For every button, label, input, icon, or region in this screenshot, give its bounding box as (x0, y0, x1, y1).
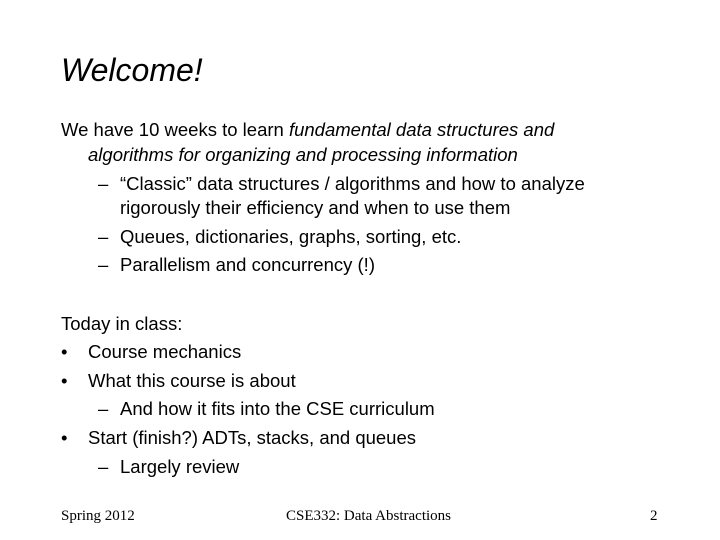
footer-date: Spring 2012 (61, 508, 135, 524)
intro-text: We have 10 weeks to learn (61, 119, 289, 140)
sub-item-queues: Queues, dictionaries, graphs, sorting, etc. (120, 226, 462, 247)
today-item-about: What this course is about (88, 370, 296, 391)
sub-item-dash: – (98, 226, 109, 247)
intro-emphasis: fundamental data structures and (288, 119, 555, 140)
intro-line-2 (88, 144, 518, 166)
today-heading: Today in class: (61, 313, 183, 334)
footer-course-title: CSE332: Data Abstractions (286, 508, 451, 524)
bullet-icon: • (61, 427, 68, 448)
today-subitem-curriculum: And how it fits into the CSE curriculum (120, 398, 435, 419)
sub-item-classic-continued: rigorously their efficiency and when to use them (120, 197, 511, 218)
sub-item-dash: – (98, 398, 109, 419)
today-subitem-review: Largely review (120, 456, 240, 477)
sub-item-classic: “Classic” data structures / algorithms and how to analyze (120, 173, 585, 194)
sub-item-dash: – (98, 173, 109, 194)
bullet-icon: • (61, 341, 68, 362)
intro-line-1 (61, 119, 554, 141)
intro-emphasis-continued: algorithms for organizing and processing information (88, 144, 518, 165)
sub-item-dash: – (98, 456, 109, 477)
today-item-adts: Start (finish?) ADTs, stacks, and queues (88, 427, 417, 448)
today-item-mechanics: Course mechanics (88, 341, 242, 362)
slide-title: Welcome! (61, 52, 203, 88)
bullet-icon: • (61, 370, 68, 391)
sub-item-parallelism: Parallelism and concurrency (!) (120, 254, 375, 275)
sub-item-dash: – (98, 254, 109, 275)
slide-number: 2 (650, 508, 658, 524)
